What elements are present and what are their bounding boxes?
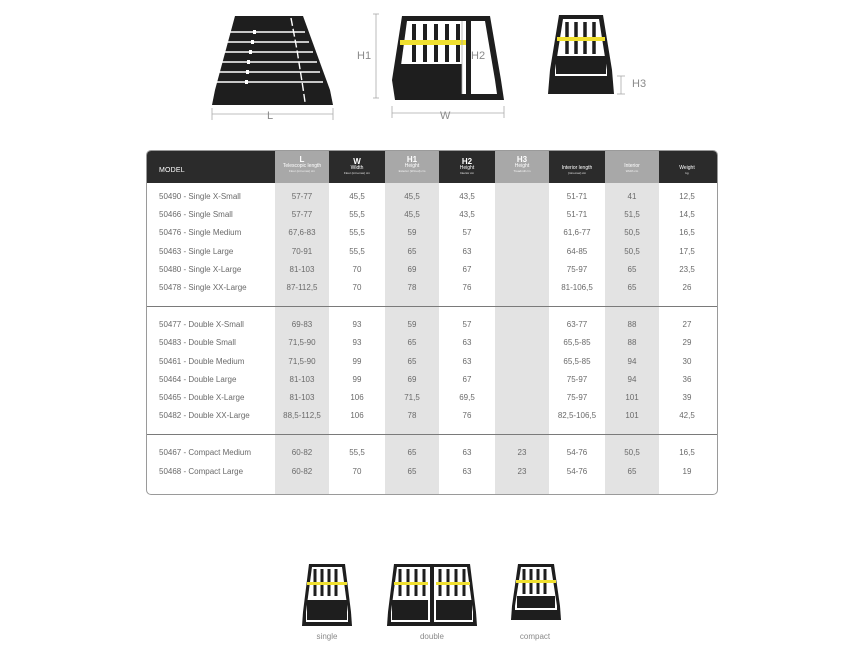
value-cell: 106 (350, 393, 364, 402)
value-cell: 12,5 (679, 192, 695, 201)
value-cell: 78 (407, 411, 417, 421)
value-cell: 70 (352, 264, 362, 274)
value-cell (495, 261, 549, 279)
value-cell: 55,5 (349, 246, 365, 256)
column-header-code: L (299, 155, 305, 164)
column-header (330, 151, 384, 183)
value-cell: 57-77 (291, 192, 313, 201)
value-cell: 78 (407, 283, 417, 292)
dimension-label-w: W (440, 110, 451, 122)
dimension-label-h1: H1 (357, 50, 372, 62)
table-row (147, 463, 718, 481)
value-cell: 41 (627, 192, 637, 201)
value-cell: 54-76 (566, 448, 588, 458)
value-cell: 23 (517, 466, 527, 476)
table-row (147, 188, 718, 206)
column-header-unit: Interior cm (459, 171, 475, 175)
table-row (147, 279, 718, 297)
column-header-name: Weight (679, 165, 695, 171)
value-cell: 26 (682, 283, 692, 292)
value-cell: 63 (462, 448, 472, 458)
value-cell: 81-103 (289, 393, 315, 402)
value-cell: 55,5 (349, 228, 365, 238)
value-cell (495, 243, 549, 261)
value-cell: 14,5 (679, 210, 695, 220)
value-cell: 81-106,5 (561, 283, 593, 292)
column-header (440, 151, 494, 183)
single-icon (301, 562, 353, 628)
column-header-unit: kg (685, 171, 689, 175)
model-cell: 50480 - Single X-Large (159, 264, 242, 274)
value-cell: 70 (352, 466, 362, 476)
value-cell: 23,5 (679, 264, 695, 274)
value-cell: 43,5 (459, 210, 475, 220)
value-cell: 65 (627, 283, 637, 292)
value-cell (495, 279, 549, 297)
table-row (147, 353, 718, 371)
model-cell: 50464 - Double Large (159, 374, 237, 384)
value-cell: 50,5 (624, 246, 640, 256)
value-cell: 39 (682, 393, 692, 402)
value-cell: 45,5 (404, 192, 420, 201)
dimension-label-h2: H2 (471, 50, 486, 62)
value-cell: 81-103 (289, 374, 315, 384)
value-cell: 69-83 (291, 320, 313, 330)
value-cell: 30 (682, 356, 692, 366)
column-header-unit: Exterior (W-bed) cm (398, 169, 426, 173)
column-header-code: H2 (461, 157, 473, 166)
model-header: MODEL (159, 167, 185, 174)
model-cell: 50467 - Compact Medium (159, 448, 252, 458)
value-cell: 65 (627, 264, 637, 274)
column-header-name: Height (459, 165, 475, 171)
table-row (147, 389, 718, 407)
value-cell: 57 (462, 228, 472, 238)
model-cell: 50466 - Single Small (159, 210, 233, 220)
value-cell: 81-103 (289, 264, 315, 274)
column-header-name: Telescopic length (282, 163, 322, 169)
value-cell: 94 (627, 374, 637, 384)
value-cell: 16,5 (679, 448, 695, 458)
value-cell: 50,5 (624, 448, 640, 458)
column-header (495, 150, 549, 183)
model-cell: 50468 - Compact Large (159, 466, 244, 476)
value-cell: 54-76 (566, 466, 588, 476)
value-cell (495, 407, 549, 425)
value-cell (495, 188, 549, 206)
model-cell: 50465 - Double X-Large (159, 393, 245, 402)
front-view-diagram (370, 10, 510, 125)
value-cell: 45,5 (349, 192, 365, 201)
value-cell: 65 (407, 466, 417, 476)
value-cell: 71,5-90 (288, 356, 316, 366)
column-header (275, 150, 329, 183)
value-cell: 59 (407, 320, 417, 330)
column-header (660, 151, 714, 183)
value-cell: 16,5 (679, 228, 695, 238)
value-cell: 63-77 (566, 320, 588, 330)
value-cell: 106 (350, 411, 364, 421)
group-separator (147, 434, 718, 435)
value-cell: 82,5-106,5 (557, 411, 597, 421)
table-row (147, 224, 718, 242)
value-cell: 69,5 (459, 393, 475, 402)
value-cell: 88 (627, 320, 637, 330)
value-cell: 93 (352, 320, 362, 330)
column-header-unit: Treadmill cm (513, 169, 531, 173)
value-cell: 88,5-112,5 (283, 411, 321, 421)
value-cell: 65 (407, 338, 417, 348)
column-header-name: Width (350, 165, 364, 171)
column-header-unit: Width cm (625, 169, 639, 173)
value-cell: 65 (407, 246, 417, 256)
value-cell: 55,5 (349, 448, 365, 458)
compact-icon-caption: compact (519, 632, 551, 641)
value-cell (495, 371, 549, 389)
column-header-name: Height (514, 163, 530, 169)
value-cell: 71,5 (404, 393, 420, 402)
value-cell: 87-112,5 (286, 283, 318, 292)
model-cell: 50477 - Double X-Small (159, 320, 244, 330)
value-cell: 51-71 (566, 210, 588, 220)
compact-icon (510, 562, 562, 628)
value-cell: 64-85 (566, 246, 588, 256)
table-row (147, 444, 718, 462)
value-cell: 101 (625, 393, 639, 402)
value-cell: 65,5-85 (563, 356, 591, 366)
value-cell: 29 (682, 338, 692, 348)
value-cell: 55,5 (349, 210, 365, 220)
model-cell: 50482 - Double XX-Large (159, 411, 250, 421)
single-icon-caption: single (316, 632, 338, 641)
value-cell: 67,6-83 (288, 228, 316, 238)
value-cell: 60-82 (291, 466, 313, 476)
column-header-code: H1 (406, 155, 418, 164)
model-cell: 50461 - Double Medium (159, 356, 245, 366)
value-cell: 60-82 (291, 448, 313, 458)
dimension-label-h3: H3 (632, 78, 647, 90)
value-cell: 99 (352, 374, 362, 384)
value-cell: 75-97 (566, 374, 588, 384)
value-cell: 61,6-77 (563, 228, 591, 238)
value-cell (495, 206, 549, 224)
value-cell (495, 224, 549, 242)
table-row (147, 334, 718, 352)
value-cell: 75-97 (566, 393, 588, 402)
column-header-name: Interior length (561, 165, 593, 171)
dimension-label-l: L (267, 110, 274, 122)
model-cell: 50483 - Double Small (159, 338, 236, 348)
column-header-code: H3 (516, 155, 528, 164)
model-cell: 50476 - Single Medium (159, 228, 242, 238)
column-header-code: W (353, 157, 361, 166)
value-cell: 69 (407, 374, 417, 384)
value-cell: 63 (462, 338, 472, 348)
column-header-unit: Floor (min-max) cm (289, 169, 315, 173)
value-cell: 63 (462, 466, 472, 476)
column-header (385, 150, 439, 183)
value-cell: 67 (462, 264, 472, 274)
column-header-name: Interior (624, 163, 640, 169)
value-cell: 57-77 (291, 210, 313, 220)
value-cell: 94 (627, 356, 637, 366)
column-header-unit: Floor (min-max) cm (344, 171, 370, 175)
value-cell (495, 353, 549, 371)
table-row (147, 371, 718, 389)
value-cell: 76 (462, 283, 472, 292)
value-cell: 27 (682, 320, 692, 330)
model-cell: 50463 - Single Large (159, 246, 234, 256)
column-header-unit: (min-max) cm (567, 171, 587, 175)
spec-table (146, 150, 718, 495)
value-cell (495, 334, 549, 352)
value-cell: 93 (352, 338, 362, 348)
compact-view-diagram (545, 10, 635, 100)
value-cell: 63 (462, 246, 472, 256)
value-cell: 50,5 (624, 228, 640, 238)
table-row (147, 261, 718, 279)
value-cell: 43,5 (459, 192, 475, 201)
model-cell: 50478 - Single XX-Large (159, 283, 247, 292)
value-cell: 36 (682, 374, 692, 384)
value-cell: 70 (352, 283, 362, 292)
value-cell (495, 389, 549, 407)
model-cell: 50490 - Single X-Small (159, 192, 241, 201)
table-row (147, 206, 718, 224)
column-header (550, 151, 604, 183)
value-cell: 71,5-90 (288, 338, 316, 348)
value-cell: 70-91 (291, 246, 313, 256)
column-header (605, 150, 659, 183)
value-cell: 45,5 (404, 210, 420, 220)
value-cell: 65 (407, 356, 417, 366)
value-cell: 63 (462, 356, 472, 366)
value-cell: 99 (352, 356, 362, 366)
value-cell: 88 (627, 338, 637, 348)
value-cell: 51,5 (624, 210, 640, 220)
value-cell: 75-97 (566, 264, 588, 274)
value-cell: 65 (627, 466, 637, 476)
double-icon-caption: double (419, 632, 445, 641)
value-cell: 65,5-85 (563, 338, 591, 348)
table-row (147, 316, 718, 334)
side-view-diagram (205, 10, 340, 125)
value-cell: 51-71 (566, 192, 588, 201)
value-cell: 17,5 (679, 246, 695, 256)
value-cell: 57 (462, 320, 472, 330)
value-cell: 42,5 (679, 411, 695, 421)
value-cell (495, 316, 549, 334)
table-row (147, 243, 718, 261)
column-header-name: Height (404, 163, 420, 169)
table-row (147, 407, 718, 425)
value-cell: 101 (625, 411, 639, 421)
value-cell: 76 (462, 411, 472, 421)
value-cell: 59 (407, 228, 417, 238)
value-cell: 65 (407, 448, 417, 458)
value-cell: 23 (517, 448, 527, 458)
value-cell: 69 (407, 264, 417, 274)
value-cell: 19 (682, 466, 692, 476)
group-separator (147, 306, 718, 307)
value-cell: 67 (462, 374, 472, 384)
double-icon (386, 562, 478, 628)
